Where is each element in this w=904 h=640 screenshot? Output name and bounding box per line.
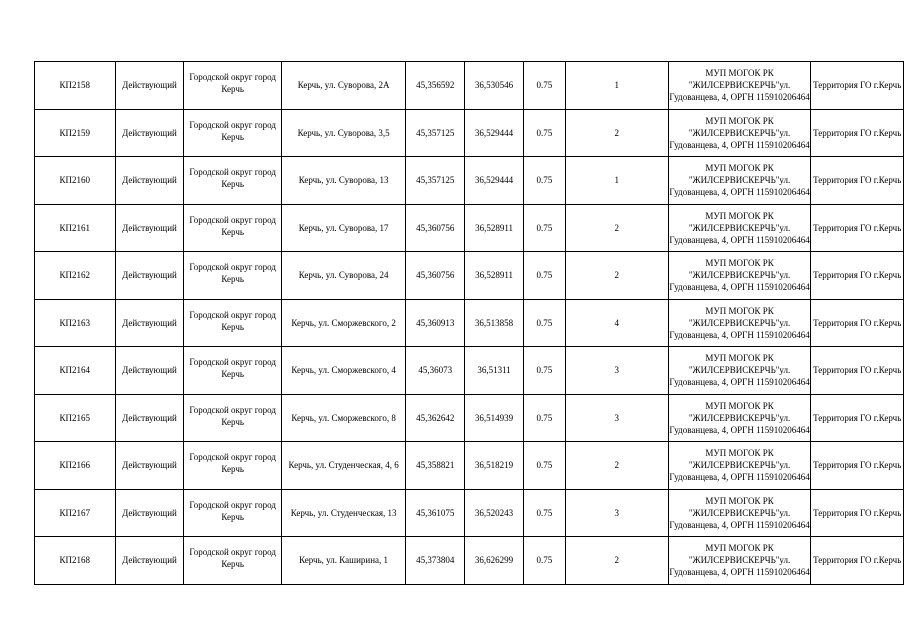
address-cell: Керчь, ул. Студенческая, 13 (281, 489, 405, 537)
table-row (35, 204, 904, 252)
area-cell: 0.75 (523, 62, 565, 110)
owner-cell: МУП МОГОК РК "ЖИЛСЕРВИСКЕРЧЬ"ул. Гудованцева, 4, ОРГН 115910206464 (668, 347, 811, 395)
table-row (35, 109, 904, 157)
row-id-cell: КП2167 (35, 489, 116, 537)
status-cell: Действующий (115, 489, 184, 537)
area-cell: 0.75 (523, 109, 565, 157)
container-count-cell: 2 (565, 252, 668, 300)
row-id-cell: КП2159 (35, 109, 116, 157)
territory-cell: Территория ГО г.Керчь (811, 394, 904, 442)
table-row (35, 394, 904, 442)
status-cell: Действующий (115, 62, 184, 110)
latitude-cell: 45,356592 (406, 62, 465, 110)
territory-cell: Территория ГО г.Керчь (811, 157, 904, 205)
area-cell: 0.75 (523, 537, 565, 585)
container-count-cell: 2 (565, 537, 668, 585)
address-cell: Керчь, ул. Суворова, 2А (281, 62, 405, 110)
status-cell: Действующий (115, 204, 184, 252)
table-row (35, 489, 904, 537)
longitude-cell: 36,513858 (465, 299, 524, 347)
territory-cell: Территория ГО г.Керчь (811, 442, 904, 490)
status-cell: Действующий (115, 157, 184, 205)
latitude-cell: 45,362642 (406, 394, 465, 442)
table-row (35, 252, 904, 300)
district-cell: Городской округ город Керчь (184, 157, 281, 205)
table-row (35, 537, 904, 585)
area-cell: 0.75 (523, 157, 565, 205)
address-cell: Керчь, ул. Сморжевского, 8 (281, 394, 405, 442)
latitude-cell: 45,360756 (406, 204, 465, 252)
address-cell: Керчь, ул. Каширина, 1 (281, 537, 405, 585)
address-cell: Керчь, ул. Суворова, 3,5 (281, 109, 405, 157)
status-cell: Действующий (115, 394, 184, 442)
container-count-cell: 3 (565, 347, 668, 395)
row-id-cell: КП2158 (35, 62, 116, 110)
longitude-cell: 36,529444 (465, 109, 524, 157)
latitude-cell: 45,360756 (406, 252, 465, 300)
row-id-cell: КП2166 (35, 442, 116, 490)
owner-cell: МУП МОГОК РК "ЖИЛСЕРВИСКЕРЧЬ"ул. Гудованцева, 4, ОРГН 115910206464 (668, 537, 811, 585)
container-count-cell: 4 (565, 299, 668, 347)
container-count-cell: 2 (565, 109, 668, 157)
longitude-cell: 36,530546 (465, 62, 524, 110)
address-cell: Керчь, ул. Сморжевского, 2 (281, 299, 405, 347)
district-cell: Городской округ город Керчь (184, 62, 281, 110)
owner-cell: МУП МОГОК РК "ЖИЛСЕРВИСКЕРЧЬ"ул. Гудованцева, 4, ОРГН 115910206464 (668, 442, 811, 490)
longitude-cell: 36,528911 (465, 204, 524, 252)
address-cell: Керчь, ул. Суворова, 13 (281, 157, 405, 205)
address-cell: Керчь, ул. Сморжевского, 4 (281, 347, 405, 395)
row-id-cell: КП2164 (35, 347, 116, 395)
owner-cell: МУП МОГОК РК "ЖИЛСЕРВИСКЕРЧЬ"ул. Гудованцева, 4, ОРГН 115910206464 (668, 489, 811, 537)
area-cell: 0.75 (523, 489, 565, 537)
row-id-cell: КП2168 (35, 537, 116, 585)
table-row (35, 299, 904, 347)
address-cell: Керчь, ул. Студенческая, 4, 6 (281, 442, 405, 490)
document-sheet (34, 61, 904, 585)
container-count-cell: 1 (565, 157, 668, 205)
area-cell: 0.75 (523, 442, 565, 490)
territory-cell: Территория ГО г.Керчь (811, 204, 904, 252)
table-row (35, 62, 904, 110)
status-cell: Действующий (115, 252, 184, 300)
district-cell: Городской округ город Керчь (184, 299, 281, 347)
district-cell: Городской округ город Керчь (184, 347, 281, 395)
latitude-cell: 45,358821 (406, 442, 465, 490)
territory-cell: Территория ГО г.Керчь (811, 109, 904, 157)
longitude-cell: 36,529444 (465, 157, 524, 205)
container-count-cell: 3 (565, 394, 668, 442)
status-cell: Действующий (115, 537, 184, 585)
territory-cell: Территория ГО г.Керчь (811, 252, 904, 300)
owner-cell: МУП МОГОК РК "ЖИЛСЕРВИСКЕРЧЬ"ул. Гудованцева, 4, ОРГН 115910206464 (668, 204, 811, 252)
table-body (35, 62, 904, 585)
area-cell: 0.75 (523, 394, 565, 442)
latitude-cell: 45,361075 (406, 489, 465, 537)
district-cell: Городской округ город Керчь (184, 489, 281, 537)
row-id-cell: КП2162 (35, 252, 116, 300)
status-cell: Действующий (115, 347, 184, 395)
owner-cell: МУП МОГОК РК "ЖИЛСЕРВИСКЕРЧЬ"ул. Гудованцева, 4, ОРГН 115910206464 (668, 299, 811, 347)
container-count-cell: 2 (565, 442, 668, 490)
longitude-cell: 36,520243 (465, 489, 524, 537)
row-id-cell: КП2163 (35, 299, 116, 347)
longitude-cell: 36,528911 (465, 252, 524, 300)
owner-cell: МУП МОГОК РК "ЖИЛСЕРВИСКЕРЧЬ"ул. Гудованцева, 4, ОРГН 115910206464 (668, 252, 811, 300)
area-cell: 0.75 (523, 204, 565, 252)
territory-cell: Территория ГО г.Керчь (811, 62, 904, 110)
container-count-cell: 1 (565, 62, 668, 110)
table-row (35, 442, 904, 490)
container-count-cell: 2 (565, 204, 668, 252)
longitude-cell: 36,514939 (465, 394, 524, 442)
owner-cell: МУП МОГОК РК "ЖИЛСЕРВИСКЕРЧЬ"ул. Гудованцева, 4, ОРГН 115910206464 (668, 62, 811, 110)
district-cell: Городской округ город Керчь (184, 109, 281, 157)
latitude-cell: 45,357125 (406, 157, 465, 205)
territory-cell: Территория ГО г.Керчь (811, 537, 904, 585)
longitude-cell: 36,626299 (465, 537, 524, 585)
district-cell: Городской округ город Керчь (184, 537, 281, 585)
table-row (35, 157, 904, 205)
district-cell: Городской округ город Керчь (184, 252, 281, 300)
latitude-cell: 45,36073 (406, 347, 465, 395)
container-sites-table (34, 61, 904, 585)
address-cell: Керчь, ул. Суворова, 17 (281, 204, 405, 252)
area-cell: 0.75 (523, 299, 565, 347)
owner-cell: МУП МОГОК РК "ЖИЛСЕРВИСКЕРЧЬ"ул. Гудованцева, 4, ОРГН 115910206464 (668, 157, 811, 205)
latitude-cell: 45,373804 (406, 537, 465, 585)
row-id-cell: КП2161 (35, 204, 116, 252)
area-cell: 0.75 (523, 252, 565, 300)
territory-cell: Территория ГО г.Керчь (811, 299, 904, 347)
territory-cell: Территория ГО г.Керчь (811, 489, 904, 537)
address-cell: Керчь, ул. Суворова, 24 (281, 252, 405, 300)
area-cell: 0.75 (523, 347, 565, 395)
owner-cell: МУП МОГОК РК "ЖИЛСЕРВИСКЕРЧЬ"ул. Гудованцева, 4, ОРГН 115910206464 (668, 394, 811, 442)
latitude-cell: 45,357125 (406, 109, 465, 157)
district-cell: Городской округ город Керчь (184, 204, 281, 252)
owner-cell: МУП МОГОК РК "ЖИЛСЕРВИСКЕРЧЬ"ул. Гудованцева, 4, ОРГН 115910206464 (668, 109, 811, 157)
row-id-cell: КП2165 (35, 394, 116, 442)
longitude-cell: 36,51311 (465, 347, 524, 395)
status-cell: Действующий (115, 299, 184, 347)
district-cell: Городской округ город Керчь (184, 394, 281, 442)
status-cell: Действующий (115, 109, 184, 157)
status-cell: Действующий (115, 442, 184, 490)
table-row (35, 347, 904, 395)
latitude-cell: 45,360913 (406, 299, 465, 347)
container-count-cell: 3 (565, 489, 668, 537)
row-id-cell: КП2160 (35, 157, 116, 205)
district-cell: Городской округ город Керчь (184, 442, 281, 490)
longitude-cell: 36,518219 (465, 442, 524, 490)
territory-cell: Территория ГО г.Керчь (811, 347, 904, 395)
